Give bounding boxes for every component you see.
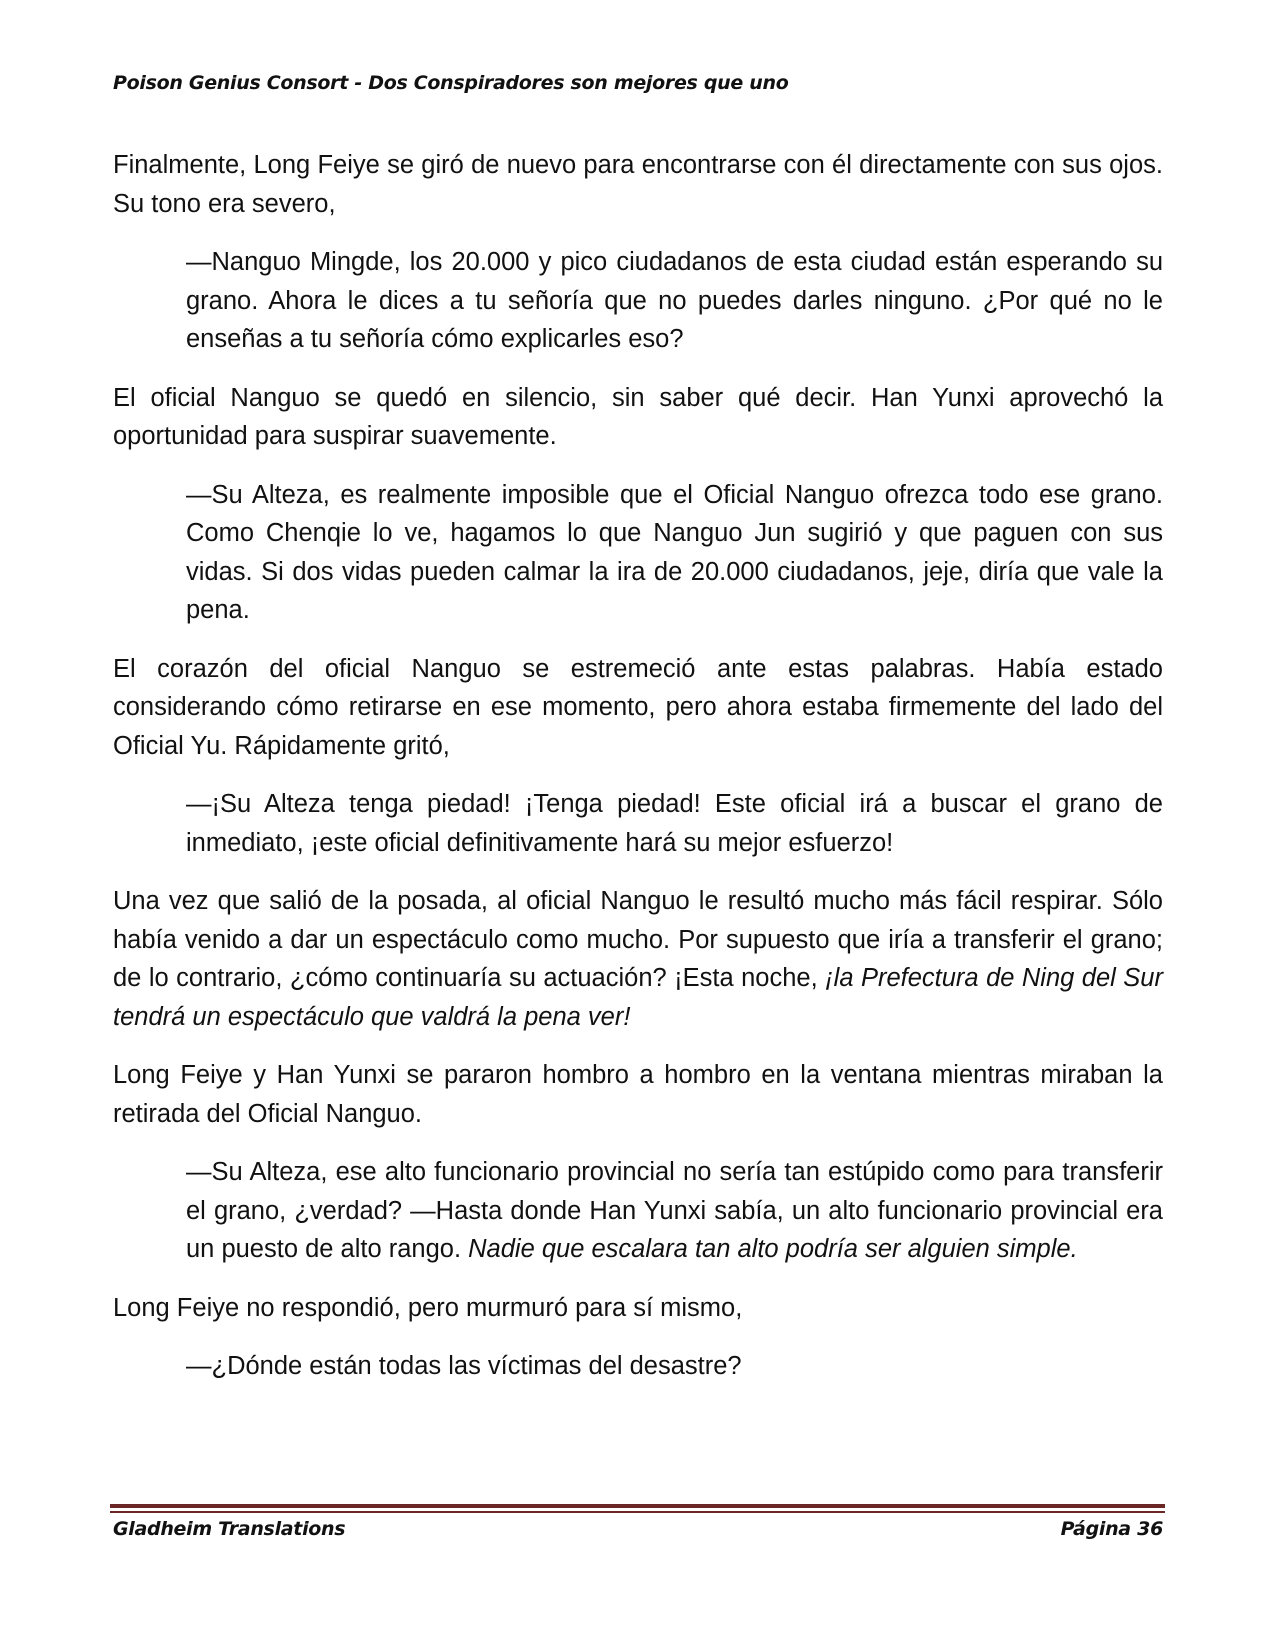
dialogue-paragraph <box>186 1347 1163 1386</box>
paragraph-text: —Su Alteza, es realmente imposible que el Oficial Nanguo ofrezca todo ese grano. Como Chenqie lo ve, hagamos lo que Nanguo Jun sugirió y que paguen con sus vidas. Si dos vidas pueden calmar la ira de 20.000 ciudadanos, jeje, diría que vale la pena. <box>186 480 1163 624</box>
narration-paragraph <box>113 882 1163 1036</box>
narration-paragraph <box>113 146 1163 223</box>
dialogue-paragraph <box>186 1153 1163 1269</box>
footer-page-number: Página 36 <box>1060 1518 1163 1540</box>
narration-paragraph <box>113 379 1163 456</box>
paragraph-text: El oficial Nanguo se quedó en silencio, sin saber qué decir. Han Yunxi aprovechó la oportunidad para suspirar suavemente. <box>113 383 1163 450</box>
paragraph-text: El corazón del oficial Nanguo se estremeció ante estas palabras. Había estado considerando cómo retirarse en ese momento, pero ahora estaba firmemente del lado del Oficial Yu. Rápidamente gritó, <box>113 654 1163 760</box>
body-text <box>113 146 1163 1386</box>
narration-paragraph <box>113 650 1163 766</box>
dialogue-paragraph <box>186 785 1163 862</box>
dialogue-paragraph <box>186 243 1163 359</box>
paragraph-text: —Nanguo Mingde, los 20.000 y pico ciudadanos de esta ciudad están esperando su grano. Ahora le dices a tu señoría que no puedes darles ninguno. ¿Por qué no le enseñas a tu señoría cómo explicarles eso? <box>186 248 1163 353</box>
narration-paragraph <box>113 1056 1163 1133</box>
dialogue-paragraph <box>186 476 1163 630</box>
footer-rule-thick <box>110 1504 1165 1508</box>
italic-text: ¡la Prefectura de Ning del Sur tendrá un espectáculo que valdrá la pena ver! <box>113 964 1163 1031</box>
paragraph-text: Una vez que salió de la posada, al oficial Nanguo le resultó mucho más fácil respirar. Sólo había venido a dar un espectáculo como mucho. Por supuesto que iría a transferir el grano; de lo contrario, ¿cómo continuaría su actuación? ¡Esta noche, <box>113 887 1163 992</box>
paragraph-text: Long Feiye no respondió, pero murmuró para sí mismo, <box>113 1293 743 1322</box>
paragraph-text: Finalmente, Long Feiye se giró de nuevo para encontrarse con él directamente con sus ojos. Su tono era severo, <box>113 151 1163 218</box>
paragraph-text: —¿Dónde están todas las víctimas del desastre? <box>186 1352 742 1380</box>
paragraph-text: Long Feiye y Han Yunxi se pararon hombro a hombro en la ventana mientras miraban la retirada del Oficial Nanguo. <box>113 1061 1163 1128</box>
paragraph-text: —¡Su Alteza tenga piedad! ¡Tenga piedad! Este oficial irá a buscar el grano de inmediato, ¡este oficial definitivamente hará su mejor esfuerzo! <box>186 790 1163 857</box>
running-header: Poison Genius Consort - Dos Conspiradores son mejores que uno <box>113 72 789 94</box>
narration-paragraph <box>113 1289 1163 1328</box>
footer-rule-thin <box>110 1511 1165 1513</box>
italic-text: Nadie que escalara tan alto podría ser alguien simple. <box>468 1235 1078 1263</box>
paragraph-text: —Su Alteza, ese alto funcionario provincial no sería tan estúpido como para transferir el grano, ¿verdad? —Hasta donde Han Yunxi sabía, un alto funcionario provincial era un puesto de alto rango. <box>186 1158 1163 1263</box>
footer-publisher: Gladheim Translations <box>113 1518 346 1540</box>
